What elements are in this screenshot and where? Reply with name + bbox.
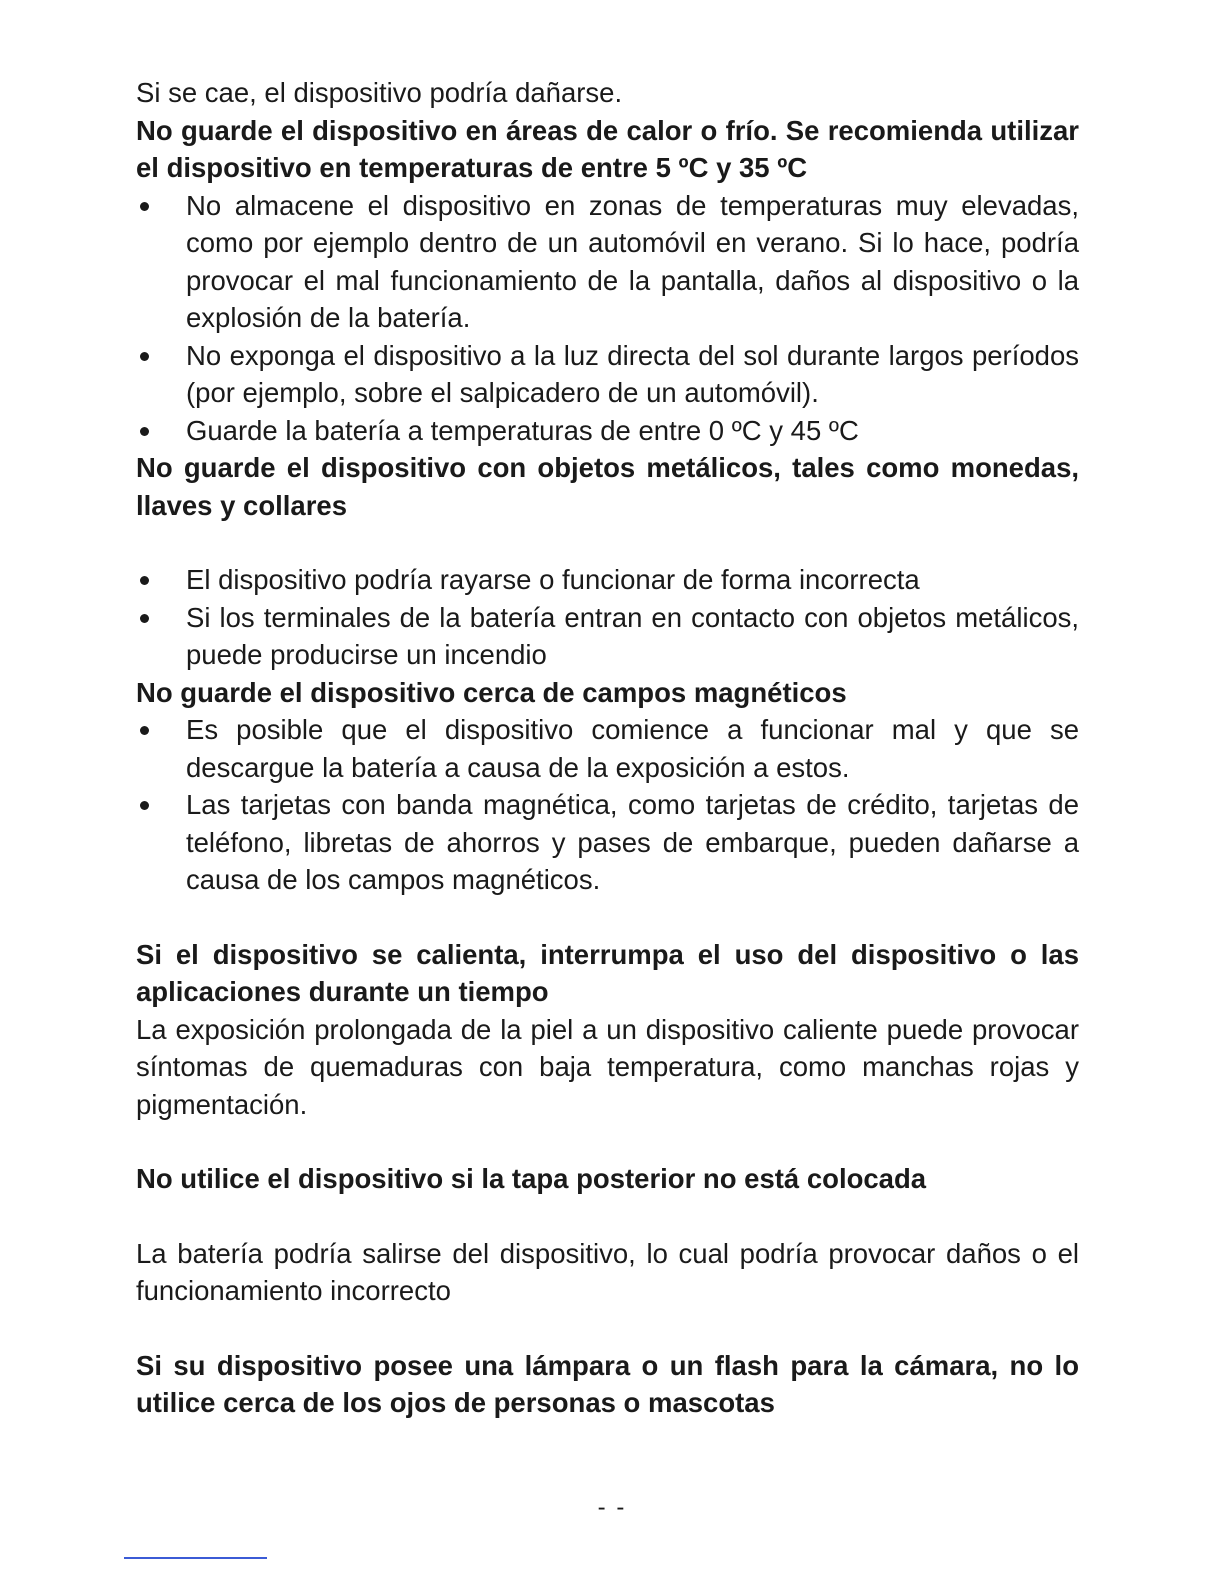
section-text-back-cover: La batería podría salirse del dispositivo, lo cual podría provocar daños o el funcionamiento incorrecto	[136, 1237, 1079, 1306]
spacer	[136, 1310, 1079, 1347]
bullet-icon	[140, 352, 149, 361]
bullet-icon	[140, 801, 149, 810]
section-heading-magnetic-fields: No guarde el dispositivo cerca de campos magnéticos	[136, 676, 847, 708]
list-item: No exponga el dispositivo a la luz directa del sol durante largos períodos (por ejemplo, sobre el salpicadero de un automóvil).	[136, 337, 1079, 412]
section-heading-metal-objects: No guarde el dispositivo con objetos metálicos, tales como monedas, llaves y collares	[136, 452, 1079, 521]
bullet-icon	[140, 614, 149, 623]
list-item: El dispositivo podría rayarse o funcionar de forma incorrecta	[136, 561, 1079, 599]
list-item: No almacene el dispositivo en zonas de temperaturas muy elevadas, como por ejemplo dentro de un automóvil en verano. Si lo hace, podría provocar el mal funcionamiento de la pantalla, daños al dispositivo o la explosión de la batería.	[136, 187, 1079, 337]
section-heading-heat-cold: No guarde el dispositivo en áreas de calor o frío. Se recomienda utilizar el dispositivo en temperaturas de entre 5 ºC y 35 ºC	[136, 114, 1079, 183]
list-item: Las tarjetas con banda magnética, como tarjetas de crédito, tarjetas de teléfono, libretas de ahorros y pases de embarque, pueden dañarse a causa de los campos magnéticos.	[136, 786, 1079, 899]
bullet-list-metal-objects	[136, 561, 1079, 674]
list-item: Es posible que el dispositivo comience a funcionar mal y que se descargue la batería a causa de la exposición a estos.	[136, 711, 1079, 786]
bullet-list-magnetic-fields	[136, 711, 1079, 899]
section-heading-overheating: Si el dispositivo se calienta, interrumpa el uso del dispositivo o las aplicaciones durante un tiempo	[136, 938, 1079, 1007]
list-item: Guarde la batería a temperaturas de entre 0 ºC y 45 ºC	[136, 412, 1079, 450]
section-text-overheating: La exposición prolongada de la piel a un dispositivo caliente puede provocar síntomas de quemaduras con baja temperatura, como manchas rojas y pigmentación.	[136, 1013, 1079, 1120]
bullet-icon	[140, 726, 149, 735]
bullet-icon	[140, 202, 149, 211]
section-heading-back-cover: No utilice el dispositivo si la tapa posterior no está colocada	[136, 1163, 927, 1194]
spacer	[136, 524, 1079, 561]
page-number: - -	[597, 1494, 627, 1521]
spacer	[136, 1198, 1079, 1235]
document-page	[136, 74, 1079, 1422]
spacer	[136, 899, 1079, 936]
section-heading-camera-flash: Si su dispositivo posee una lámpara o un flash para la cámara, no lo utilice cerca de los ojos de personas o mascotas	[136, 1349, 1079, 1418]
list-item: Si los terminales de la batería entran en contacto con objetos metálicos, puede producirse un incendio	[136, 599, 1079, 674]
bullet-list-heat-cold	[136, 187, 1079, 450]
bullet-icon	[140, 427, 149, 436]
footer-link-underline	[124, 1557, 267, 1559]
intro-text: Si se cae, el dispositivo podría dañarse.	[136, 77, 623, 108]
bullet-icon	[140, 576, 149, 585]
spacer	[136, 1123, 1079, 1160]
